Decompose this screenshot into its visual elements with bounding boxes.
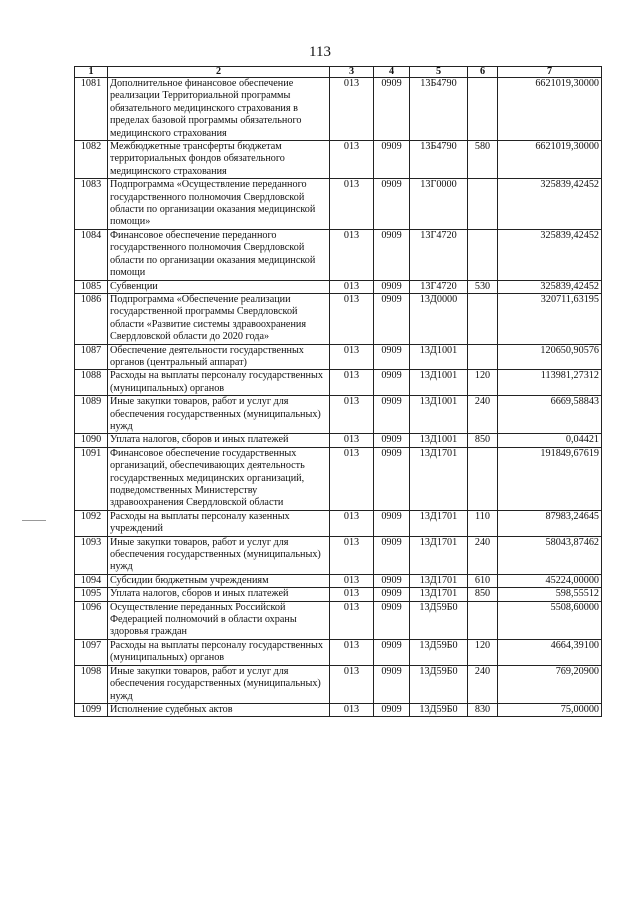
row-name-cell: Финансовое обеспечение переданного государственного полномочия Свердловской области по организации оказания медицинской помощи	[108, 229, 330, 280]
row-code4-cell: 0909	[374, 601, 410, 639]
row-amount-cell: 113981,27312	[498, 370, 602, 396]
row-code5-cell: 13Г0000	[410, 179, 468, 230]
table-row	[75, 665, 602, 703]
row-code5-cell: 13Д1001	[410, 434, 468, 447]
row-code3-cell: 013	[330, 665, 374, 703]
row-name-cell: Субвенции	[108, 280, 330, 293]
table-row	[75, 574, 602, 587]
row-number-cell: 1095	[75, 588, 108, 601]
row-number-cell: 1097	[75, 639, 108, 665]
row-code3-cell: 013	[330, 639, 374, 665]
row-code3-cell: 013	[330, 447, 374, 510]
row-code6-cell: 850	[468, 434, 498, 447]
row-number-cell: 1089	[75, 396, 108, 434]
row-code4-cell: 0909	[374, 639, 410, 665]
row-number-cell: 1087	[75, 344, 108, 370]
row-code4-cell: 0909	[374, 510, 410, 536]
row-code6-cell	[468, 293, 498, 344]
table-header-row	[75, 67, 602, 78]
row-amount-cell: 120650,90576	[498, 344, 602, 370]
row-number-cell: 1086	[75, 293, 108, 344]
row-code6-cell	[468, 344, 498, 370]
table-body	[75, 78, 602, 717]
row-code3-cell: 013	[330, 229, 374, 280]
row-code6-cell	[468, 229, 498, 280]
header-col-5: 5	[410, 67, 468, 78]
row-code5-cell: 13Д0000	[410, 293, 468, 344]
row-name-cell: Подпрограмма «Обеспечение реализации государственной программы Свердловской области «Развитие системы здравоохранения Свердловской области до 2020 года»	[108, 293, 330, 344]
header-col-1: 1	[75, 67, 108, 78]
row-number-cell: 1088	[75, 370, 108, 396]
row-amount-cell: 4664,39100	[498, 639, 602, 665]
table-row	[75, 601, 602, 639]
table-row	[75, 229, 602, 280]
row-code5-cell: 13Д59Б0	[410, 703, 468, 716]
row-number-cell: 1085	[75, 280, 108, 293]
row-code6-cell: 830	[468, 703, 498, 716]
row-code5-cell: 13Б4790	[410, 141, 468, 179]
row-number-cell: 1084	[75, 229, 108, 280]
header-col-2: 2	[108, 67, 330, 78]
row-code5-cell: 13Г4720	[410, 229, 468, 280]
row-name-cell: Иные закупки товаров, работ и услуг для обеспечения государственных (муниципальных) нужд	[108, 665, 330, 703]
row-number-cell: 1082	[75, 141, 108, 179]
row-code6-cell: 120	[468, 639, 498, 665]
row-code3-cell: 013	[330, 510, 374, 536]
row-number-cell: 1094	[75, 574, 108, 587]
row-name-cell: Межбюджетные трансферты бюджетам территориальных фондов обязательного медицинского страхования	[108, 141, 330, 179]
row-amount-cell: 5508,60000	[498, 601, 602, 639]
row-code4-cell: 0909	[374, 536, 410, 574]
row-code3-cell: 013	[330, 78, 374, 141]
row-code3-cell: 013	[330, 588, 374, 601]
row-code5-cell: 13Б4790	[410, 78, 468, 141]
row-amount-cell: 325839,42452	[498, 229, 602, 280]
row-code3-cell: 013	[330, 396, 374, 434]
row-code6-cell	[468, 601, 498, 639]
row-amount-cell: 598,55512	[498, 588, 602, 601]
row-name-cell: Расходы на выплаты персоналу казенных учреждений	[108, 510, 330, 536]
table-row	[75, 588, 602, 601]
row-code3-cell: 013	[330, 601, 374, 639]
row-code4-cell: 0909	[374, 396, 410, 434]
row-amount-cell: 0,04421	[498, 434, 602, 447]
table-row	[75, 344, 602, 370]
row-code3-cell: 013	[330, 344, 374, 370]
row-name-cell: Расходы на выплаты персоналу государственных (муниципальных) органов	[108, 639, 330, 665]
row-amount-cell: 45224,00000	[498, 574, 602, 587]
row-amount-cell: 6621019,30000	[498, 141, 602, 179]
row-number-cell: 1098	[75, 665, 108, 703]
row-name-cell: Субсидии бюджетным учреждениям	[108, 574, 330, 587]
row-code4-cell: 0909	[374, 703, 410, 716]
row-code5-cell: 13Д1001	[410, 344, 468, 370]
row-amount-cell: 769,20900	[498, 665, 602, 703]
row-name-cell: Уплата налогов, сборов и иных платежей	[108, 588, 330, 601]
row-code3-cell: 013	[330, 434, 374, 447]
header-col-6: 6	[468, 67, 498, 78]
row-code5-cell: 13Д1701	[410, 510, 468, 536]
row-code5-cell: 13Д59Б0	[410, 639, 468, 665]
table-row	[75, 78, 602, 141]
row-code3-cell: 013	[330, 536, 374, 574]
row-name-cell: Подпрограмма «Осуществление переданного государственного полномочия Свердловской области по организации оказания медицинской помощи»	[108, 179, 330, 230]
row-amount-cell: 6669,58843	[498, 396, 602, 434]
table-row	[75, 639, 602, 665]
table-row	[75, 510, 602, 536]
row-amount-cell: 325839,42452	[498, 280, 602, 293]
row-code3-cell: 013	[330, 370, 374, 396]
row-number-cell: 1083	[75, 179, 108, 230]
row-code4-cell: 0909	[374, 588, 410, 601]
row-name-cell: Дополнительное финансовое обеспечение реализации Территориальной программы обязательного медицинского страхования в пределах базовой программы обязательного медицинского страхования	[108, 78, 330, 141]
row-code6-cell: 120	[468, 370, 498, 396]
row-amount-cell: 58043,87462	[498, 536, 602, 574]
row-code6-cell	[468, 447, 498, 510]
row-code3-cell: 013	[330, 141, 374, 179]
row-code6-cell: 530	[468, 280, 498, 293]
row-code4-cell: 0909	[374, 574, 410, 587]
row-code4-cell: 0909	[374, 447, 410, 510]
table-row	[75, 280, 602, 293]
row-code5-cell: 13Д1701	[410, 447, 468, 510]
row-number-cell: 1093	[75, 536, 108, 574]
row-code5-cell: 13Д59Б0	[410, 601, 468, 639]
row-code6-cell: 580	[468, 141, 498, 179]
row-name-cell: Иные закупки товаров, работ и услуг для обеспечения государственных (муниципальных) нужд	[108, 396, 330, 434]
row-code6-cell: 110	[468, 510, 498, 536]
row-number-cell: 1091	[75, 447, 108, 510]
row-name-cell: Расходы на выплаты персоналу государственных (муниципальных) органов	[108, 370, 330, 396]
row-code4-cell: 0909	[374, 179, 410, 230]
table-row	[75, 703, 602, 716]
row-code5-cell: 13Д1001	[410, 396, 468, 434]
row-name-cell: Осуществление переданных Российской Федерацией полномочий в области охраны здоровья граждан	[108, 601, 330, 639]
row-code6-cell: 240	[468, 396, 498, 434]
row-code4-cell: 0909	[374, 141, 410, 179]
table-row	[75, 179, 602, 230]
row-code3-cell: 013	[330, 293, 374, 344]
row-amount-cell: 325839,42452	[498, 179, 602, 230]
row-code6-cell	[468, 78, 498, 141]
row-amount-cell: 320711,63195	[498, 293, 602, 344]
row-code6-cell: 240	[468, 665, 498, 703]
row-code4-cell: 0909	[374, 280, 410, 293]
row-name-cell: Уплата налогов, сборов и иных платежей	[108, 434, 330, 447]
row-code5-cell: 13Г4720	[410, 280, 468, 293]
row-code6-cell: 610	[468, 574, 498, 587]
row-number-cell: 1081	[75, 78, 108, 141]
row-name-cell: Финансовое обеспечение государственных организаций, обеспечивающих деятельность государственных медицинских организаций, подведомственных Министерству здравоохранения Свердловской области	[108, 447, 330, 510]
table-row	[75, 536, 602, 574]
margin-mark	[22, 520, 46, 521]
table-row	[75, 370, 602, 396]
row-code6-cell: 240	[468, 536, 498, 574]
row-amount-cell: 191849,67619	[498, 447, 602, 510]
row-code4-cell: 0909	[374, 344, 410, 370]
table-row	[75, 141, 602, 179]
table-row	[75, 447, 602, 510]
row-code6-cell: 850	[468, 588, 498, 601]
row-code4-cell: 0909	[374, 293, 410, 344]
row-name-cell: Обеспечение деятельности государственных органов (центральный аппарат)	[108, 344, 330, 370]
row-code5-cell: 13Д1001	[410, 370, 468, 396]
budget-table	[74, 66, 602, 717]
row-name-cell: Исполнение судебных актов	[108, 703, 330, 716]
row-code4-cell: 0909	[374, 434, 410, 447]
row-code6-cell	[468, 179, 498, 230]
row-code4-cell: 0909	[374, 229, 410, 280]
row-code3-cell: 013	[330, 574, 374, 587]
row-amount-cell: 87983,24645	[498, 510, 602, 536]
row-code5-cell: 13Д1701	[410, 536, 468, 574]
row-number-cell: 1092	[75, 510, 108, 536]
header-col-3: 3	[330, 67, 374, 78]
row-code5-cell: 13Д1701	[410, 588, 468, 601]
header-col-7: 7	[498, 67, 602, 78]
row-code5-cell: 13Д1701	[410, 574, 468, 587]
row-code4-cell: 0909	[374, 370, 410, 396]
page-number: 113	[309, 44, 331, 60]
row-code3-cell: 013	[330, 280, 374, 293]
header-col-4: 4	[374, 67, 410, 78]
row-code3-cell: 013	[330, 703, 374, 716]
row-code4-cell: 0909	[374, 665, 410, 703]
row-code4-cell: 0909	[374, 78, 410, 141]
row-number-cell: 1090	[75, 434, 108, 447]
row-number-cell: 1096	[75, 601, 108, 639]
table-row	[75, 434, 602, 447]
table-row	[75, 396, 602, 434]
row-code5-cell: 13Д59Б0	[410, 665, 468, 703]
row-code3-cell: 013	[330, 179, 374, 230]
row-amount-cell: 6621019,30000	[498, 78, 602, 141]
row-amount-cell: 75,00000	[498, 703, 602, 716]
table-row	[75, 293, 602, 344]
row-number-cell: 1099	[75, 703, 108, 716]
row-name-cell: Иные закупки товаров, работ и услуг для обеспечения государственных (муниципальных) нужд	[108, 536, 330, 574]
